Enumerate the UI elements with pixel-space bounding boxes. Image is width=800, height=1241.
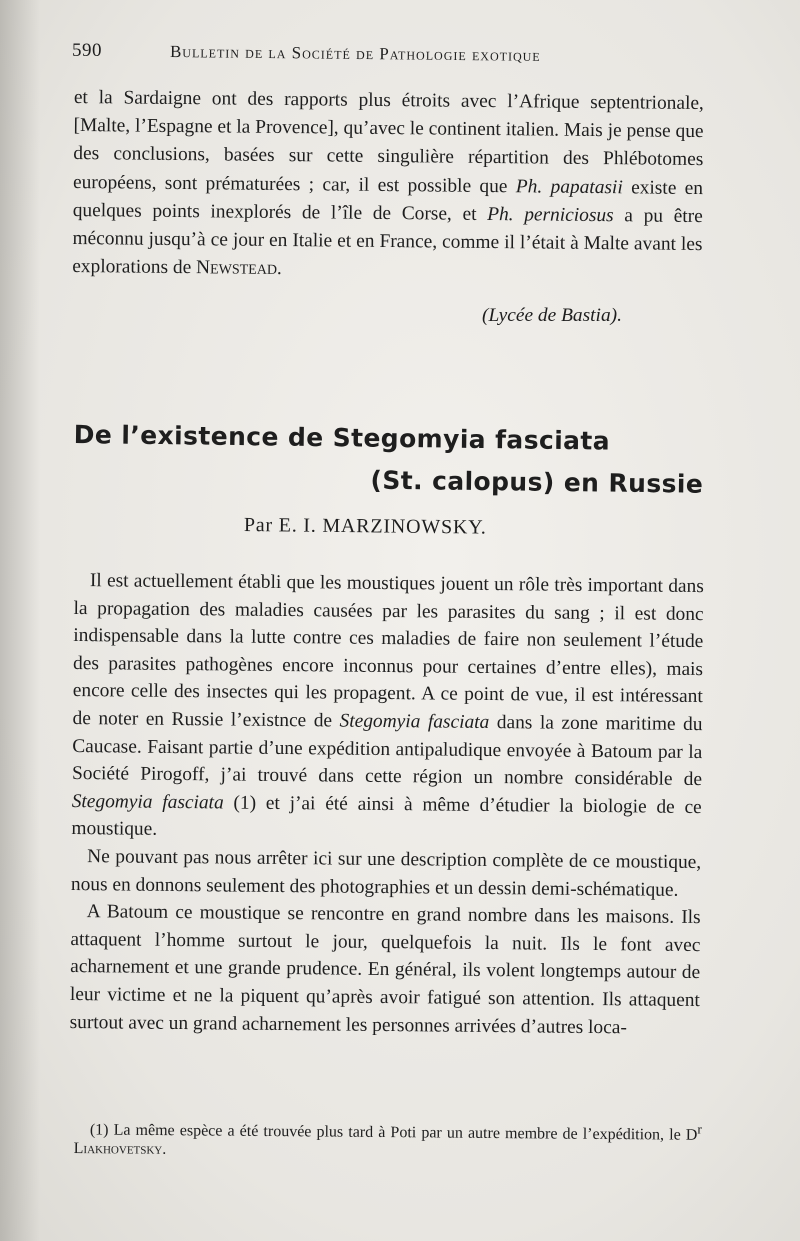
previous-article-ending	[72, 84, 704, 287]
page-number: 590	[72, 40, 102, 61]
previous-article-signature: (Lycée de Bastia).	[482, 305, 622, 326]
p1-text-c: (1) et j’ai été ainsi à même d’étudier la biologie de ce moustique.	[71, 792, 702, 841]
footnote-superscript: r	[697, 1121, 702, 1137]
previous-text-1: et la Sardaigne ont des rapports plus étroits avec l’Afrique septentrionale, [Malte, l’Espagne et la Provence], qu’avec le continent italien. Mais je pense que des conclusions, basées sur cette singulière répartition des Phlébotomes européens, sont prématurées ; car, il est possible que	[72, 86, 704, 197]
article-byline: Par E. I. MARZINOWSKY.	[243, 514, 487, 539]
body-paragraph-1	[71, 567, 704, 849]
footnote-name: Liakhovetsky	[73, 1140, 163, 1159]
previous-article-paragraph	[72, 84, 704, 287]
previous-text-end: .	[276, 258, 282, 280]
species-ph-perniciosus: Ph. perniciosus	[487, 203, 614, 226]
journal-title: Bulletin de la Société de Pathologie exotique	[169, 42, 541, 65]
author-reference: Newstead	[195, 257, 278, 280]
footnote-paragraph	[74, 1114, 702, 1164]
article-body	[69, 567, 703, 1042]
previous-text-2: existe en quelques points inexplorés de l’île de Corse, et	[72, 176, 704, 225]
footnote-text: (1) La même espèce a été trouvée plus tard à Poti par un autre membre de l’expédition, le D	[89, 1121, 698, 1144]
article-title-line-2: (St. calopus) en Russie	[370, 465, 704, 499]
body-paragraph-2: Ne pouvant pas nous arrêter ici sur une description complète de ce moustique, nous en donnons seulement des photographies et un dessin demi-schématique.	[70, 846, 702, 901]
p1-text-b: dans la zone maritime du Caucase. Faisant partie d’une expédition antipaludique envoyée à Batoum par la Société Pirogoff, j’ai trouvé dans cette région un nombre considérable de	[71, 711, 703, 791]
species-stegomyia-fasciata-2: Stegomyia fasciata	[71, 790, 224, 814]
body-paragraph-3: A Batoum ce moustique se rencontre en grand nombre dans les maisons. Ils attaquent l’homme surtout le jour, quelquefois la nuit. Ils le font avec acharnement et une grande prudence. En général, ils volent longtemps autour de leur victime et ne la piquent qu’après avoir fatigué son attention. Ils attaquent surtout avec un grand acharnement les personnes arrivées d’autres loca-	[69, 901, 701, 1038]
footnote-end: .	[162, 1141, 167, 1159]
article-title	[73, 414, 714, 506]
running-head	[72, 40, 692, 70]
p1-text-a: Il est actuellement établi que les moustiques jouent un rôle très important dans la propagation des maladies causées par les parasites du sang ; il est donc indispensable dans la lutte contre ces maladies de faire non seulement l’étude des parasites pathogènes encore inconnus pour certaines d’entre elles), mais encore celle des insectes qui les propagent. A ce point de vue, il est intéressant de noter en Russie l’existnce de	[72, 570, 704, 732]
species-stegomyia-fasciata: Stegomyia fasciata	[339, 710, 490, 733]
species-ph-papatasii: Ph. papatasii	[515, 175, 623, 198]
footnote	[74, 1114, 702, 1164]
gutter-shadow	[0, 0, 40, 1241]
article-title-line-1: De l’existence de Stegomyia fasciata	[73, 419, 611, 456]
previous-text-3: a pu être méconnu jusqu’à ce jour en Italie et en France, comme il l’était à Malte avant les explorations de	[72, 204, 703, 279]
